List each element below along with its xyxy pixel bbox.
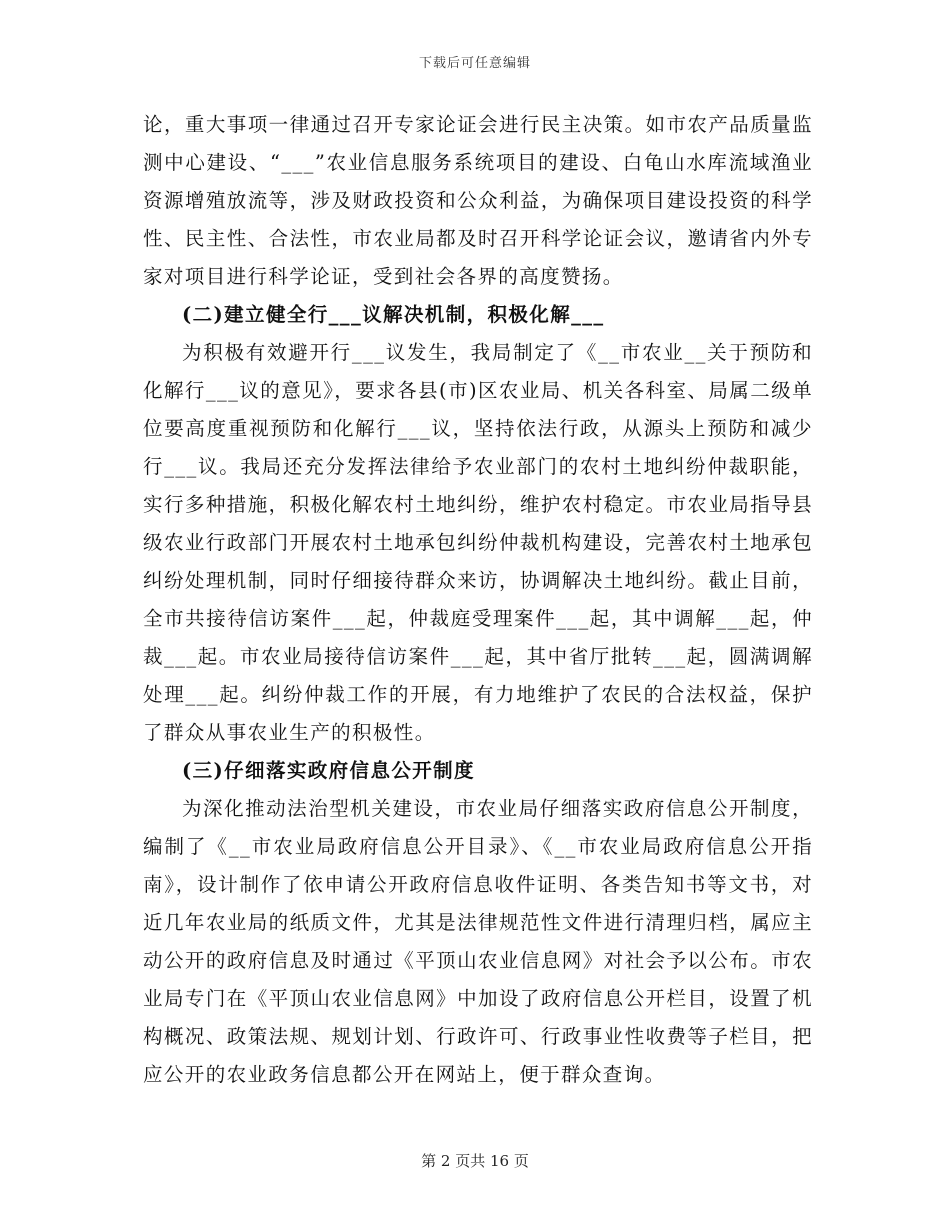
page-number-footer: 第 2 页共 16 页 [421, 1152, 529, 1170]
section-heading-3: (三)仔细落实政府信息公开制度 [182, 759, 475, 782]
section-heading-2: (二)建立健全行___议解决机制，积极化解___ [182, 303, 605, 326]
paragraph-information-disclosure: 为深化推动法治型机关建设，市农业局仔细落实政府信息公开制度，编制了《__市农业局政府信息公开目录》、《__市农业局政府信息公开指南》，设计制作了依申请公开政府信息收件证明、各类告知书等文书，对近几年农业局的纸质文件，尤其是法律规范性文件进行清理归档，属应主动公开的政府信息及时通过《平顶山农业信息网》对社会予以公布。市农业局专门在《平顶山农业信息网》中加设了政府信息公开栏目，设置了机构概况、政策法规、规划计划、行政许可、行政事业性收费等子栏目，把应公开的农业政务信息都公开在网站上，便于群众查询。 [143, 797, 813, 1086]
document-body [143, 106, 813, 1094]
paragraph-dispute-resolution: 为积极有效避开行___议发生，我局制定了《__市农业__关于预防和化解行___议的意见》，要求各县(市)区农业局、机关各科室、局属二级单位要高度重视预防和化解行___议，坚持依法行政，从源头上预防和减少行___议。我局还充分发挥法律给予农业部门的农村土地纠纷仲裁职能，实行多种措施，积极化解农村土地纠纷，维护农村稳定。市农业局指导县级农业行政部门开展农村土地承包纠纷仲裁机构建设，完善农村土地承包纠纷处理机制，同时仔细接待群众来访，协调解决土地纠纷。截止目前，全市共接待信访案件___起，仲裁庭受理案件___起，其中调解___起，仲裁___起。市农业局接待信访案件___起，其中省厅批转___起，圆满调解处理___起。纠纷仲裁工作的开展，有力地维护了农民的合法权益，保护了群众从事农业生产的积极性。 [143, 341, 813, 744]
page-header: 下载后可任意编辑 [418, 56, 531, 71]
paragraph-continuation: 论，重大事项一律通过召开专家论证会进行民主决策。如市农产品质量监测中心建设、“___”农业信息服务系统项目的建设、白龟山水库流域渔业资源增殖放流等，涉及财政投资和公众利益，为确保项目建设投资的科学性、民主性、合法性，市农业局都及时召开科学论证会议，邀请省内外专家对项目进行科学论证，受到社会各界的高度赞扬。 [143, 113, 813, 288]
